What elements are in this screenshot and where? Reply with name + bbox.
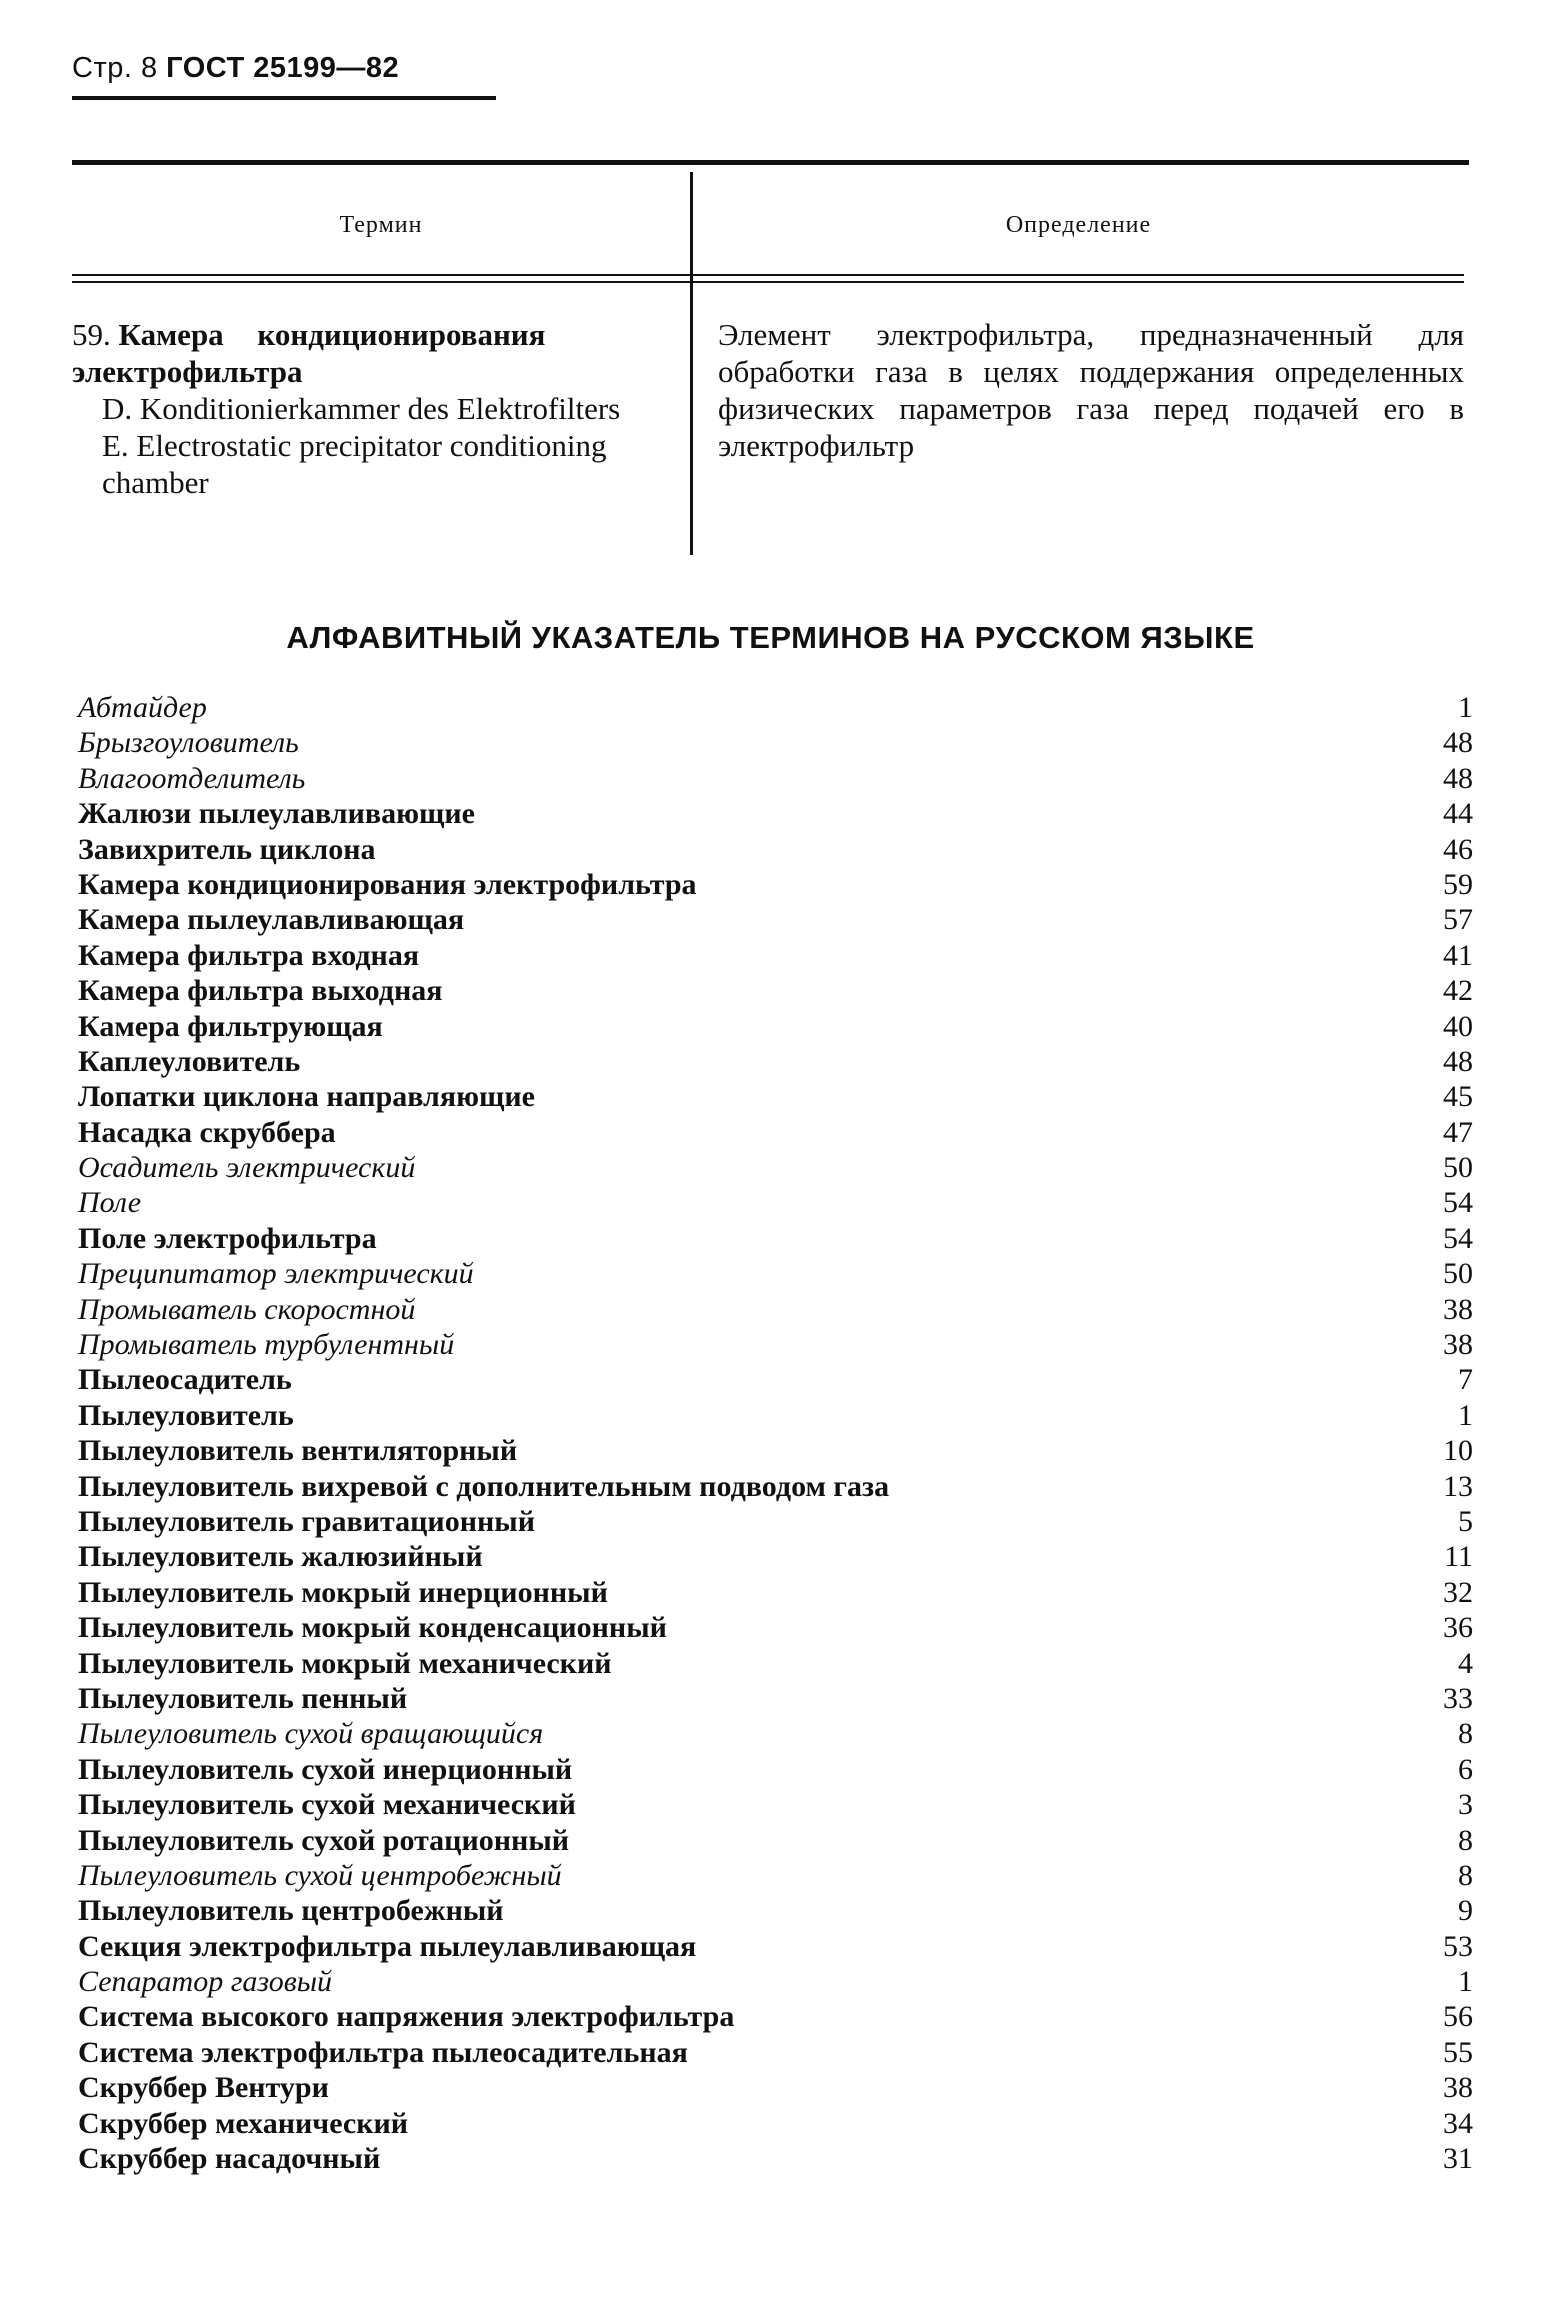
index-entry (78, 1292, 1473, 1327)
index-term: Пылеуловитель сухой центробежный (78, 1858, 562, 1892)
index-entry (78, 1327, 1473, 1362)
index-entry (78, 1893, 1473, 1928)
index-entry (78, 2070, 1473, 2105)
index-entry (78, 1716, 1473, 1751)
index-term: Осадитель электрический (78, 1151, 416, 1185)
index-term-number: 3 (1458, 1788, 1473, 1822)
index-entry (78, 1469, 1473, 1504)
definition-cell: Элемент электрофильтра, предназначенный для обработки газа в целях поддержания определенных физических параметров газа перед подачей его в электрофильтр (718, 317, 1464, 463)
index-term: Пылеуловитель вентиляторный (78, 1434, 518, 1468)
index-term: Каплеуловитель (78, 1044, 301, 1078)
index-term: Брызгоуловитель (78, 726, 299, 760)
index-entry (78, 1964, 1473, 1999)
index-term-number: 7 (1458, 1363, 1473, 1397)
index-entry (78, 902, 1473, 937)
index-term-number: 8 (1458, 1823, 1473, 1857)
index-entry (78, 1433, 1473, 1468)
index-term: Промыватель скоростной (78, 1292, 416, 1326)
index-entry (78, 1398, 1473, 1433)
index-entry (78, 1185, 1473, 1220)
index-term-number: 38 (1443, 1328, 1473, 1362)
index-entry (78, 1858, 1473, 1893)
standard-number: ГОСТ 25199—82 (166, 52, 400, 84)
table-top-rule (72, 160, 1469, 165)
index-term-number: 11 (1444, 1540, 1473, 1574)
index-term: Камера фильтра выходная (78, 974, 443, 1008)
index-term-number: 31 (1443, 2142, 1473, 2176)
index-entry (78, 1221, 1473, 1256)
index-entry (78, 1044, 1473, 1079)
term-german: D. Konditionierkammer des Elektrofilters (102, 391, 621, 426)
term-number: 59. (72, 317, 111, 352)
index-term-number: 33 (1443, 1681, 1473, 1715)
index-entry (78, 1009, 1473, 1044)
index-term: Сепаратор газовый (78, 1965, 333, 1999)
index-term: Пылеуловитель жалюзийный (78, 1540, 483, 1574)
term-cell (72, 316, 672, 501)
index-term-number: 40 (1443, 1009, 1473, 1043)
index-term: Пылеуловитель (78, 1398, 294, 1432)
index-term-number: 54 (1443, 1186, 1473, 1220)
index-entry (78, 973, 1473, 1008)
term-name-line2: электрофильтра (72, 354, 303, 389)
index-term: Система высокого напряжения электрофильтра (78, 2000, 735, 2034)
index-term: Пылеосадитель (78, 1363, 292, 1397)
index-term-number: 44 (1443, 797, 1473, 831)
index-term: Пылеуловитель мокрый механический (78, 1646, 612, 1680)
index-term-number: 54 (1443, 1221, 1473, 1255)
index-entry (78, 1787, 1473, 1822)
page-label: Стр. 8 (72, 52, 158, 84)
index-term-number: 57 (1443, 903, 1473, 937)
index-term: Поле (78, 1186, 142, 1220)
index-term-number: 1 (1458, 1398, 1473, 1432)
index-entry (78, 1610, 1473, 1645)
index-entry (78, 938, 1473, 973)
index-entry (78, 1150, 1473, 1185)
index-term-number: 38 (1443, 2071, 1473, 2105)
index-term-number: 48 (1443, 761, 1473, 795)
index-term-number: 5 (1458, 1504, 1473, 1538)
index-term-number: 42 (1443, 974, 1473, 1008)
index-term: Пылеуловитель вихревой с дополнительным подводом газа (78, 1469, 890, 1503)
index-entry (78, 1256, 1473, 1291)
index-entry (78, 832, 1473, 867)
index-term-number: 6 (1458, 1752, 1473, 1786)
index-term-number: 36 (1443, 1611, 1473, 1645)
index-term: Система электрофильтра пылеосадительная (78, 2035, 688, 2069)
index-term: Камера пылеулавливающая (78, 903, 465, 937)
index-term-number: 32 (1443, 1575, 1473, 1609)
index-entry (78, 1115, 1473, 1150)
index-term: Пылеуловитель мокрый инерционный (78, 1575, 608, 1609)
index-term: Пылеуловитель сухой инерционный (78, 1752, 573, 1786)
index-term: Пылеуловитель гравитационный (78, 1504, 535, 1538)
index-entry (78, 1575, 1473, 1610)
index-term: Камера фильтрующая (78, 1009, 383, 1043)
index-term: Пылеуловитель мокрый конденсационный (78, 1611, 667, 1645)
index-list (78, 690, 1473, 2176)
index-entry (78, 725, 1473, 760)
index-term-number: 50 (1443, 1151, 1473, 1185)
index-term: Завихритель циклона (78, 832, 376, 866)
index-entry (78, 690, 1473, 725)
index-entry (78, 1929, 1473, 1964)
index-term: Промыватель турбулентный (78, 1328, 455, 1362)
term-title (72, 316, 672, 353)
index-term: Камера кондиционирования электрофильтра (78, 867, 697, 901)
index-entry (78, 1999, 1473, 2034)
index-term-number: 1 (1458, 1965, 1473, 1999)
index-term-number: 8 (1458, 1858, 1473, 1892)
index-term: Скруббер Вентури (78, 2071, 329, 2105)
index-term-number: 50 (1443, 1257, 1473, 1291)
index-title: АЛФАВИТНЫЙ УКАЗАТЕЛЬ ТЕРМИНОВ НА РУССКОМ ЯЗЫКЕ (286, 620, 1255, 655)
index-entry (78, 1504, 1473, 1539)
index-term: Пылеуловитель сухой вращающийся (78, 1717, 544, 1751)
index-term-number: 48 (1443, 1044, 1473, 1078)
index-entry (78, 2106, 1473, 2141)
index-entry (78, 1079, 1473, 1114)
column-header-definition: Определение (1005, 212, 1152, 238)
index-entry (78, 1646, 1473, 1681)
index-term-number: 59 (1443, 867, 1473, 901)
index-term: Пылеуловитель пенный (78, 1681, 408, 1715)
index-term-number: 55 (1443, 2035, 1473, 2069)
index-entry (78, 1362, 1473, 1397)
index-term-number: 34 (1443, 2106, 1473, 2140)
running-head (72, 52, 399, 85)
index-term: Лопатки циклона направляющие (78, 1080, 535, 1114)
index-term: Скруббер механический (78, 2106, 409, 2140)
index-entry (78, 1681, 1473, 1716)
index-term-number: 1 (1458, 691, 1473, 724)
index-term-number: 56 (1443, 2000, 1473, 2034)
index-term-number: 41 (1443, 938, 1473, 972)
index-term: Камера фильтра входная (78, 938, 420, 972)
index-term-number: 53 (1443, 1929, 1473, 1963)
index-term: Преципитатор электрический (78, 1257, 474, 1291)
column-header-term: Термин (339, 212, 423, 238)
header-rule (72, 96, 496, 100)
index-term: Пылеуловитель сухой механический (78, 1788, 576, 1822)
index-term: Пылеуловитель центробежный (78, 1894, 504, 1928)
index-entry (78, 1752, 1473, 1787)
index-term-number: 38 (1443, 1292, 1473, 1326)
index-term: Влагоотделитель (78, 761, 306, 795)
index-term-number: 10 (1443, 1434, 1473, 1468)
term-name-line1: Камера кондиционирования (118, 317, 546, 352)
index-term-number: 48 (1443, 726, 1473, 760)
index-entry (78, 1539, 1473, 1574)
index-term: Пылеуловитель сухой ротационный (78, 1823, 570, 1857)
index-term-number: 46 (1443, 832, 1473, 866)
index-entry (78, 796, 1473, 831)
index-entry (78, 2141, 1473, 2176)
index-term-number: 47 (1443, 1115, 1473, 1149)
index-term-number: 13 (1443, 1469, 1473, 1503)
index-term-number: 8 (1458, 1717, 1473, 1751)
index-term-number: 45 (1443, 1080, 1473, 1114)
index-entry (78, 1823, 1473, 1858)
index-term: Секция электрофильтра пылеулавливающая (78, 1929, 697, 1963)
index-entry (78, 761, 1473, 796)
index-term: Абтайдер (78, 691, 207, 724)
table-header-rule-double (72, 281, 1464, 283)
index-term-number: 9 (1458, 1894, 1473, 1928)
index-term: Скруббер насадочный (78, 2142, 381, 2176)
index-term-number: 4 (1458, 1646, 1473, 1680)
table-header-rule (72, 274, 1464, 276)
index-entry (78, 2035, 1473, 2070)
index-term: Насадка скруббера (78, 1115, 336, 1149)
index-term: Жалюзи пылеулавливающие (78, 797, 475, 831)
term-english: E. Electrostatic precipitator conditioning chamber (102, 428, 607, 500)
index-term: Поле электрофильтра (78, 1221, 377, 1255)
index-entry (78, 867, 1473, 902)
